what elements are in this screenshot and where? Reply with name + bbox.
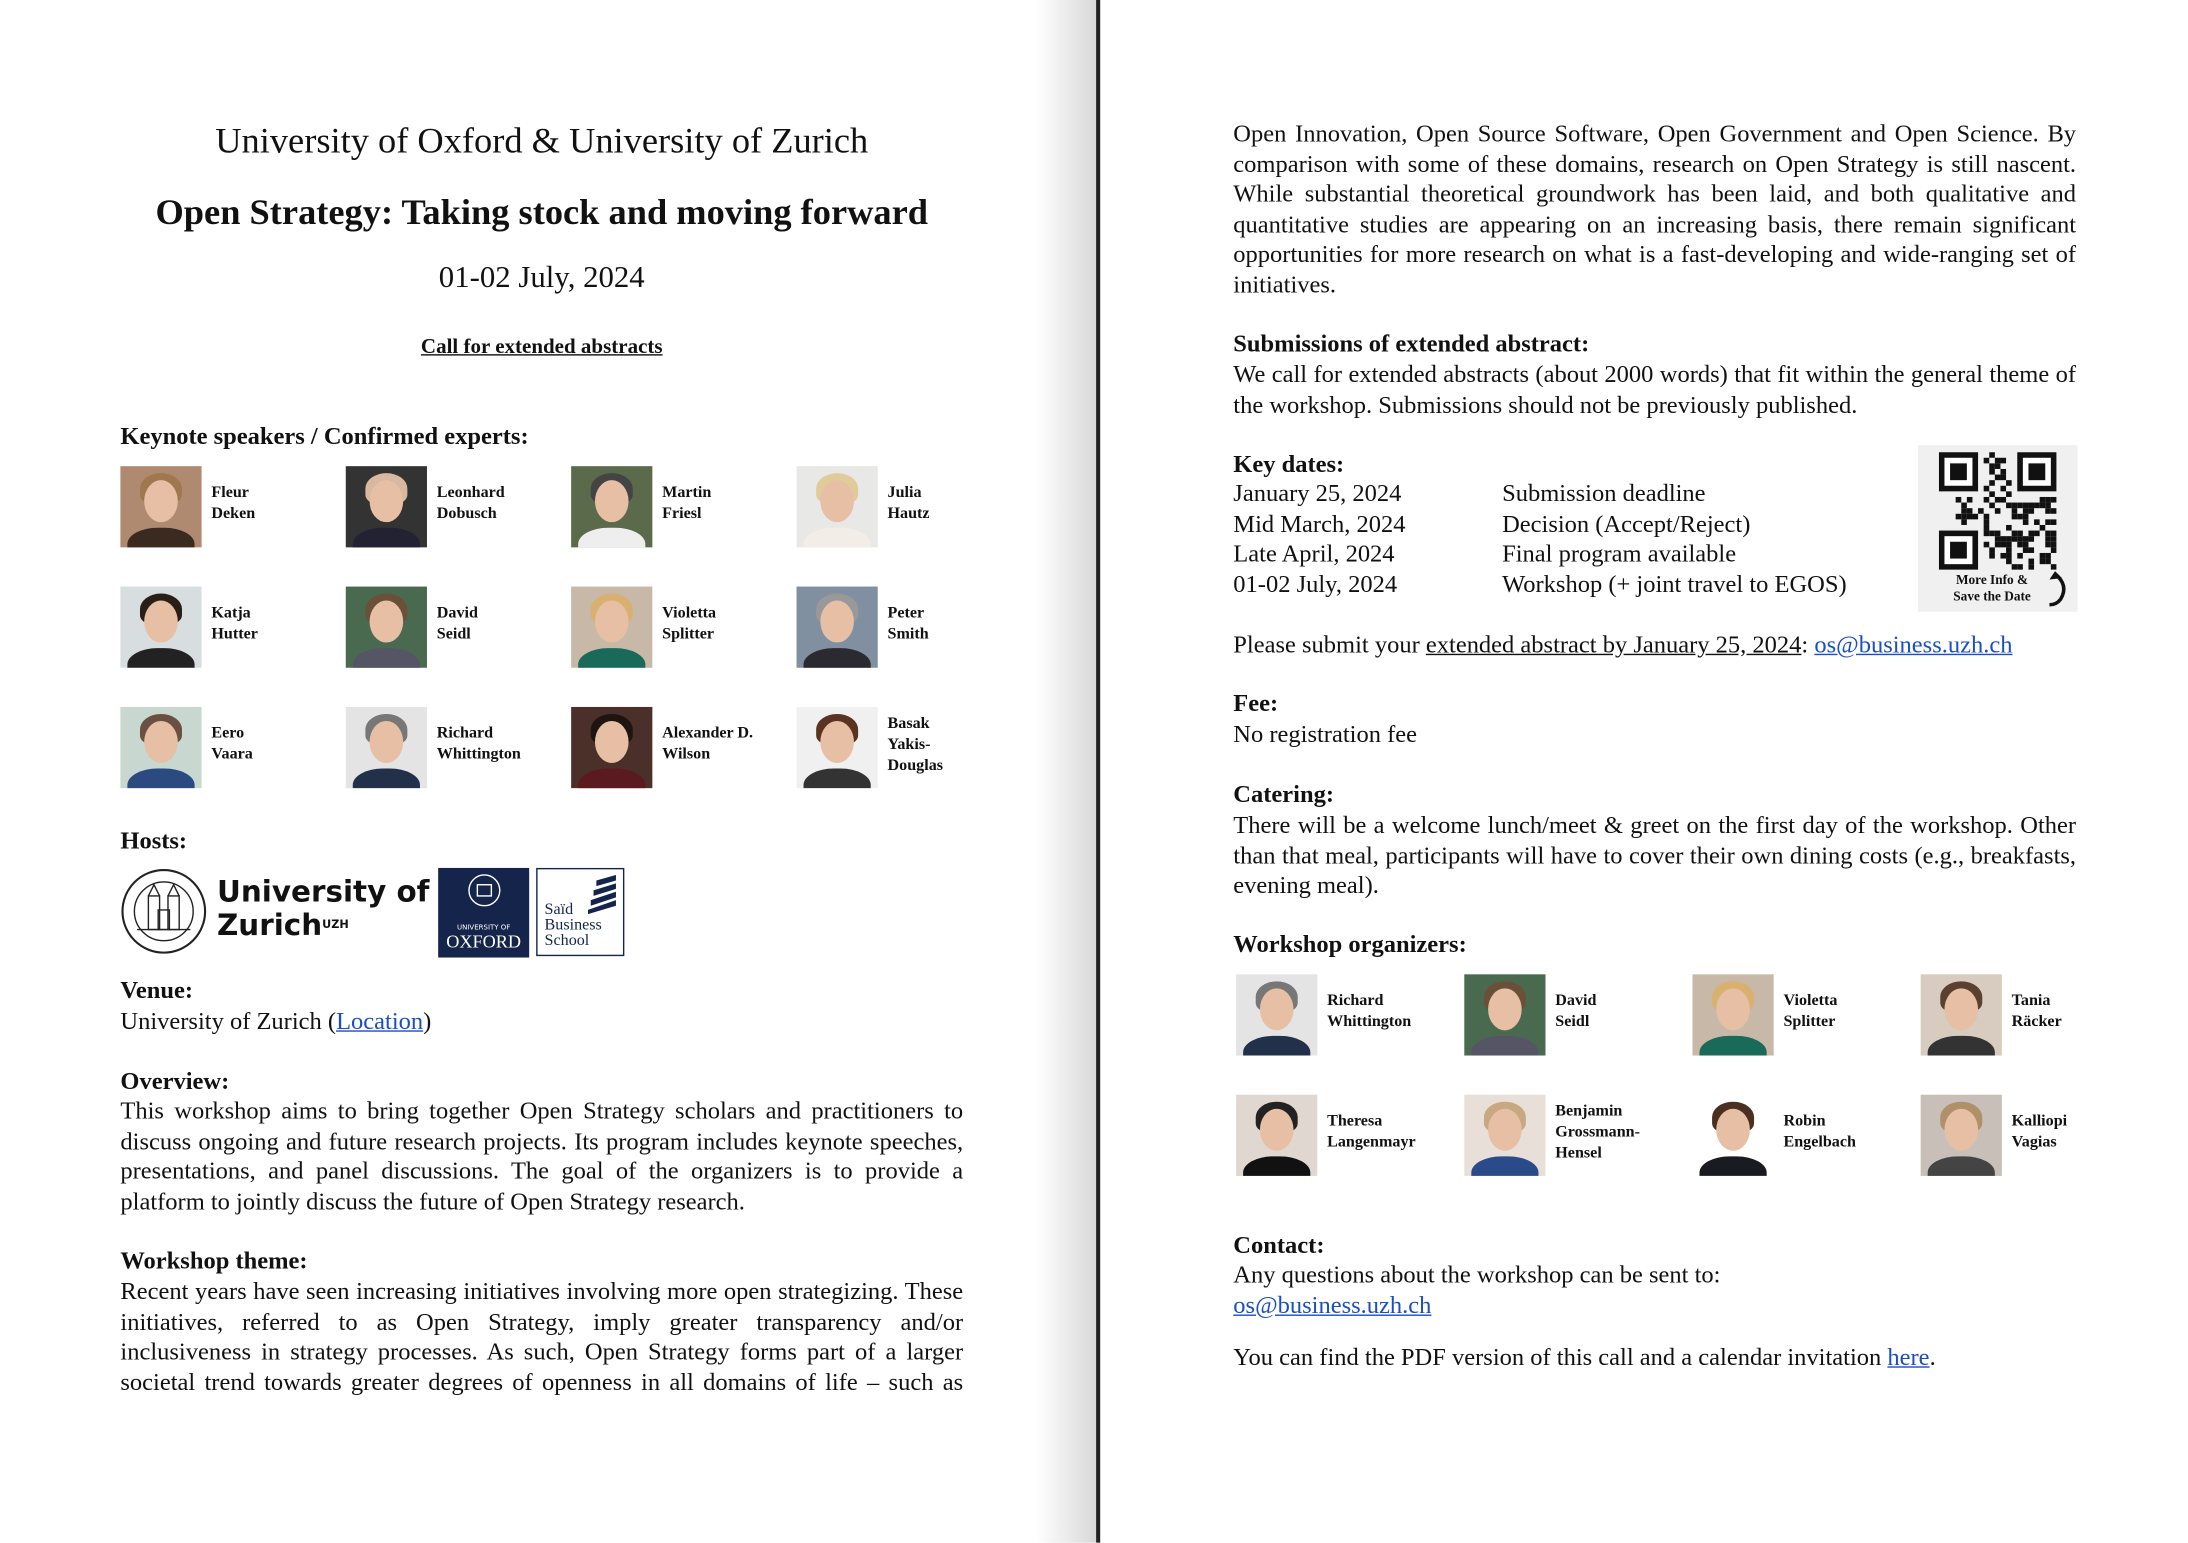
venue-text bbox=[120, 1007, 431, 1037]
face bbox=[1716, 988, 1750, 1030]
shoulders bbox=[1471, 1036, 1538, 1056]
person-photo bbox=[571, 466, 652, 547]
person-name-line: Whittington bbox=[436, 746, 521, 763]
person-name-line: Richard bbox=[1327, 992, 1384, 1010]
overview-text: This workshop aims to bring together Open Strategy scholars and practitioners to discuss ongoing and future research projects. Its program includes keynote speeches, presentations, and panel discussions. The goal of the organizers is to provide a platform to jointly discuss the future of Open Strategy research. bbox=[120, 1096, 964, 1215]
person-name-line: David bbox=[1555, 992, 1597, 1010]
person-name-line: Katja bbox=[211, 604, 251, 622]
person-name-line: Robin bbox=[1783, 1112, 1826, 1130]
key-dates-heading: Key dates: bbox=[1233, 449, 1345, 478]
key-date-row bbox=[1233, 569, 1905, 598]
person-name-line: Benjamin bbox=[1555, 1103, 1623, 1120]
person-card bbox=[120, 466, 344, 550]
shoulders bbox=[353, 769, 420, 789]
contact-email-link[interactable]: os@business.uzh.ch bbox=[1233, 1290, 1432, 1319]
hosts-heading: Hosts: bbox=[120, 825, 188, 854]
person-name-line: Douglas bbox=[887, 757, 944, 775]
submit-colon: : bbox=[1801, 629, 1815, 658]
fee-heading: Fee: bbox=[1233, 688, 1279, 717]
person-card bbox=[1464, 1095, 1688, 1179]
person-card bbox=[797, 466, 1021, 550]
person-card bbox=[1921, 1095, 2145, 1179]
person-card bbox=[797, 707, 1021, 791]
theme-heading: Workshop theme: bbox=[120, 1245, 308, 1274]
person-name bbox=[211, 724, 252, 766]
face bbox=[144, 721, 178, 763]
person-photo bbox=[346, 707, 427, 788]
person-name bbox=[1327, 991, 1411, 1033]
person-card bbox=[346, 707, 570, 791]
theme-text-continued: Open Innovation, Open Source Software, Open Government and Open Science. By comparison with some of these domains, research on Open Strategy is still nascent. While substantial theoretical groundwork has been laid, and both qualitative and quantitative studies are appearing on an increasing basis, there remain significant opportunities for more research on what is a fast-developing and wide-ranging set of initiatives. bbox=[1233, 118, 2077, 298]
face bbox=[595, 721, 629, 763]
shoulders bbox=[804, 648, 871, 668]
person-photo bbox=[1692, 1095, 1773, 1176]
key-date: January 25, 2024 bbox=[1233, 478, 1402, 507]
person-photo bbox=[797, 466, 878, 547]
person-name-line: Seidl bbox=[1555, 1013, 1590, 1031]
key-date-event: Final program available bbox=[1502, 538, 1737, 567]
person-photo bbox=[1464, 974, 1545, 1055]
person-photo bbox=[797, 587, 878, 668]
person-name bbox=[1783, 1112, 1855, 1154]
person-photo bbox=[1236, 1095, 1317, 1176]
catering-text: There will be a welcome lunch/meet & greet on the first day of the workshop. Other than that meal, participants will have to cover their own dining costs (e.g., breakfasts, evening meal). bbox=[1233, 810, 2077, 899]
shoulders bbox=[578, 769, 645, 789]
contact-heading: Contact: bbox=[1233, 1230, 1325, 1259]
qr-caption-line2: Save the Date bbox=[1953, 590, 2031, 605]
person-name-line: Engelbach bbox=[1783, 1133, 1856, 1151]
shoulders bbox=[1928, 1036, 1995, 1056]
key-date: Mid March, 2024 bbox=[1233, 508, 1406, 537]
person-photo bbox=[120, 587, 201, 668]
person-name bbox=[888, 483, 930, 525]
person-name bbox=[437, 724, 521, 766]
pdf-line bbox=[1233, 1343, 1935, 1373]
key-date-row bbox=[1233, 539, 1905, 568]
person-name-line: Whittington bbox=[1327, 1013, 1412, 1031]
said-line3: School bbox=[544, 932, 590, 950]
person-photo bbox=[571, 587, 652, 668]
curved-arrow-icon bbox=[2047, 571, 2072, 607]
person-name-line: Richard bbox=[436, 725, 494, 742]
person-name-line: Wilson bbox=[662, 746, 711, 763]
pdf-here-link[interactable]: here bbox=[1887, 1342, 1930, 1371]
submissions-text: We call for extended abstracts (about 2000 words) that fit within the general theme of the workshop. Submissions should not be previously published. bbox=[1233, 359, 2077, 418]
face bbox=[370, 480, 404, 522]
organizers-heading: Workshop organizers: bbox=[1233, 929, 1467, 958]
person-card bbox=[571, 707, 795, 791]
face bbox=[820, 601, 854, 643]
key-date: Late April, 2024 bbox=[1233, 538, 1395, 567]
person-card bbox=[120, 707, 344, 791]
person-name-line: Vaara bbox=[211, 746, 253, 763]
person-name bbox=[437, 603, 478, 645]
venue-heading: Venue: bbox=[120, 975, 193, 1004]
person-name bbox=[662, 724, 753, 766]
catering-heading: Catering: bbox=[1233, 779, 1335, 808]
person-name-line: Langenmayr bbox=[1327, 1133, 1416, 1151]
page-title: Open Strategy: Taking stock and moving forward bbox=[155, 191, 929, 233]
shoulders bbox=[1699, 1036, 1766, 1056]
person-photo bbox=[120, 466, 201, 547]
said-line2: Business bbox=[544, 916, 602, 934]
shoulders bbox=[353, 528, 420, 548]
face bbox=[370, 721, 404, 763]
location-link[interactable]: Location bbox=[336, 1006, 424, 1035]
person-name bbox=[2012, 1112, 2067, 1154]
person-card bbox=[346, 587, 570, 671]
person-name bbox=[2012, 991, 2062, 1033]
person-name bbox=[1555, 991, 1596, 1033]
person-card bbox=[1236, 974, 1460, 1058]
person-photo bbox=[346, 466, 427, 547]
person-card bbox=[571, 466, 795, 550]
face bbox=[595, 601, 629, 643]
person-name-line: Hautz bbox=[887, 505, 930, 523]
oxford-crest-icon bbox=[465, 872, 501, 914]
person-name-line: Violetta bbox=[662, 604, 717, 622]
person-name-line: Friesl bbox=[662, 505, 702, 523]
shoulders bbox=[804, 528, 871, 548]
face bbox=[820, 721, 854, 763]
person-name-line: Dobusch bbox=[436, 505, 497, 523]
face bbox=[1944, 1109, 1978, 1151]
face bbox=[1488, 988, 1522, 1030]
person-card bbox=[346, 466, 570, 550]
uzh-sup: UZH bbox=[322, 918, 349, 931]
face bbox=[144, 601, 178, 643]
submit-prefix: Please submit your bbox=[1233, 629, 1426, 658]
face bbox=[370, 601, 404, 643]
person-name bbox=[1783, 991, 1837, 1033]
person-name-line: Julia bbox=[887, 484, 922, 502]
uzh-seal-icon bbox=[120, 868, 207, 955]
key-date-row bbox=[1233, 509, 1905, 538]
person-name-line: Theresa bbox=[1327, 1112, 1383, 1130]
person-name-line: Tania bbox=[2011, 992, 2051, 1010]
person-name-line: Eero bbox=[211, 725, 245, 742]
keynote-heading: Keynote speakers / Confirmed experts: bbox=[120, 421, 529, 450]
face bbox=[1260, 988, 1294, 1030]
person-photo bbox=[571, 707, 652, 788]
venue-name: University of Zurich ( bbox=[120, 1006, 337, 1035]
uzh-name-line2: Zurich bbox=[216, 908, 323, 943]
person-name bbox=[662, 603, 716, 645]
fee-text: No registration fee bbox=[1233, 719, 1417, 748]
oxford-small-text: UNIVERSITY OF bbox=[457, 923, 511, 933]
person-name-line: Fleur bbox=[211, 484, 249, 502]
person-photo bbox=[797, 707, 878, 788]
person-name-line: Alexander D. bbox=[662, 725, 754, 742]
face bbox=[144, 480, 178, 522]
person-photo bbox=[1921, 1095, 2002, 1176]
uzh-name-line1: University of bbox=[216, 874, 430, 909]
person-name-line: Deken bbox=[211, 505, 256, 523]
person-name-line: Violetta bbox=[1783, 992, 1838, 1010]
submissions-heading: Submissions of extended abstract: bbox=[1233, 328, 1590, 357]
person-name-line: Yakis- bbox=[887, 736, 931, 754]
person-photo bbox=[120, 707, 201, 788]
call-for-abstracts: Call for extended abstracts bbox=[420, 335, 663, 359]
qr-code-icon bbox=[1939, 452, 2057, 570]
person-card bbox=[1464, 974, 1688, 1058]
shoulders bbox=[578, 528, 645, 548]
institutions-heading: University of Oxford & University of Zurich bbox=[215, 120, 869, 161]
person-photo bbox=[1921, 974, 2002, 1055]
shoulders bbox=[578, 648, 645, 668]
key-date-event: Submission deadline bbox=[1502, 478, 1706, 507]
uzh-logo bbox=[120, 868, 430, 955]
person-name-line: Splitter bbox=[662, 625, 715, 643]
person-name-line: David bbox=[436, 604, 478, 622]
pdf-prefix: You can find the PDF version of this call and a calendar invitation bbox=[1233, 1342, 1888, 1371]
person-name-line: Kalliopi bbox=[2011, 1112, 2068, 1130]
right-page bbox=[1100, 0, 2188, 1543]
person-name bbox=[211, 483, 255, 525]
qr-caption-line1: More Info & bbox=[1955, 573, 2029, 588]
person-name-line: Grossmann- bbox=[1555, 1124, 1640, 1141]
person-name-line: Smith bbox=[887, 625, 929, 643]
shoulders bbox=[353, 648, 420, 668]
person-card bbox=[1692, 974, 1916, 1058]
shoulders bbox=[1243, 1036, 1310, 1056]
person-name-line: Seidl bbox=[436, 625, 471, 643]
person-card bbox=[571, 587, 795, 671]
person-name-line: Splitter bbox=[1783, 1013, 1836, 1031]
person-name bbox=[437, 483, 505, 525]
shoulders bbox=[127, 769, 194, 789]
said-logo bbox=[536, 868, 624, 956]
submit-deadline: extended abstract by January 25, 2024 bbox=[1425, 629, 1802, 658]
face bbox=[1488, 1109, 1522, 1151]
person-name bbox=[888, 603, 929, 645]
oxford-big-text: OXFORD bbox=[446, 930, 522, 952]
key-date-event: Decision (Accept/Reject) bbox=[1502, 508, 1751, 537]
person-name-line: Hensel bbox=[1555, 1145, 1602, 1162]
shoulders bbox=[1243, 1156, 1310, 1176]
submit-line bbox=[1233, 630, 2012, 660]
oxford-logo bbox=[438, 868, 529, 958]
person-name-line: Basak bbox=[887, 715, 930, 733]
pdf-suffix: . bbox=[1929, 1342, 1936, 1371]
person-name-line: Peter bbox=[887, 604, 925, 622]
contact-text: Any questions about the workshop can be sent to: bbox=[1233, 1259, 1721, 1288]
theme-text: Recent years have seen increasing initiatives involving more open strategizing. These initiatives, referred to as Open Strategy, imply greater transparency and/or inclusiveness in strategy processes. As such, Open Strategy forms part of a larger societal trend towards greater degrees of openness in all domains of life – such as bbox=[120, 1276, 964, 1396]
venue-close: ) bbox=[423, 1006, 432, 1035]
overview-heading: Overview: bbox=[120, 1066, 230, 1095]
person-name-line: Vagias bbox=[2011, 1133, 2057, 1151]
key-date-event: Workshop (+ joint travel to EGOS) bbox=[1502, 569, 1847, 598]
person-card bbox=[120, 587, 344, 671]
person-photo bbox=[1236, 974, 1317, 1055]
event-date: 01-02 July, 2024 bbox=[438, 258, 645, 294]
shoulders bbox=[1699, 1156, 1766, 1176]
person-card bbox=[1692, 1095, 1916, 1179]
person-photo bbox=[1464, 1095, 1545, 1176]
person-photo bbox=[346, 587, 427, 668]
shoulders bbox=[804, 769, 871, 789]
face bbox=[1260, 1109, 1294, 1151]
person-photo bbox=[1692, 974, 1773, 1055]
person-name-line: Hutter bbox=[211, 625, 258, 643]
submit-email-link[interactable]: os@business.uzh.ch bbox=[1814, 629, 2013, 658]
shoulders bbox=[127, 528, 194, 548]
shoulders bbox=[1471, 1156, 1538, 1176]
face bbox=[820, 480, 854, 522]
face bbox=[595, 480, 629, 522]
person-name-line: Martin bbox=[662, 484, 712, 502]
qr-code-box[interactable] bbox=[1918, 445, 2078, 612]
person-name bbox=[1327, 1112, 1416, 1154]
person-name bbox=[211, 603, 258, 645]
key-dates-table bbox=[1233, 479, 1905, 605]
said-line1: Saïd bbox=[544, 901, 574, 919]
person-name bbox=[662, 483, 711, 525]
person-card bbox=[1236, 1095, 1460, 1179]
face bbox=[1716, 1109, 1750, 1151]
person-name bbox=[1555, 1102, 1640, 1165]
face bbox=[1944, 988, 1978, 1030]
shoulders bbox=[1928, 1156, 1995, 1176]
person-name-line: Räcker bbox=[2011, 1013, 2062, 1031]
shoulders bbox=[127, 648, 194, 668]
person-card bbox=[797, 587, 1021, 671]
key-date-row bbox=[1233, 479, 1905, 508]
person-name-line: Leonhard bbox=[436, 484, 505, 502]
person-card bbox=[1921, 974, 2145, 1058]
key-date: 01-02 July, 2024 bbox=[1233, 569, 1398, 598]
person-name bbox=[888, 714, 943, 777]
